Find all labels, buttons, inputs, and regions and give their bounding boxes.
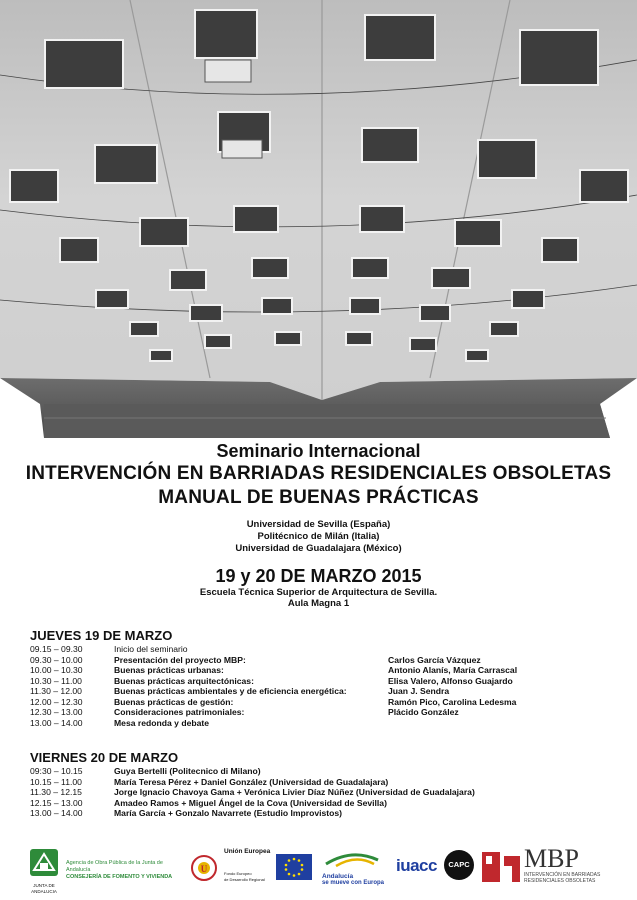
swoosh-icon — [322, 852, 382, 868]
row-time: 12.15 – 13.00 — [30, 797, 83, 808]
university-item: Politécnico de Milán (Italia) — [257, 531, 380, 542]
eu-title: Unión Europea — [224, 848, 271, 855]
red-emblem-icon — [482, 852, 522, 882]
universities-list — [0, 519, 637, 555]
row-speakers: Ramón Pico, Carolina Ledesma — [388, 696, 517, 707]
row-time: 09.15 – 09.30 — [30, 644, 83, 654]
junta-andalucia-logo — [28, 848, 60, 895]
row-time: 11.30 – 12.00 — [30, 686, 82, 696]
junta-shield-icon — [28, 848, 60, 878]
university-crest-icon — [190, 852, 218, 884]
row-title: Mesa redonda y debate — [114, 717, 210, 728]
schedule-row — [30, 644, 610, 655]
row-time: 12.30 – 13.00 — [30, 707, 83, 717]
schedule-row — [30, 686, 610, 697]
university-item: Universidad de Sevilla (España) — [246, 519, 391, 530]
row-text: Jorge Ignacio Chavoya Gama + Verónica Livier Díaz Núñez (Universidad de Guadalajara) — [114, 787, 475, 797]
day2-schedule — [30, 766, 610, 819]
event-date: 19 y 20 DE MARZO 2015 — [215, 566, 422, 586]
row-speakers: Juan J. Sendra — [388, 686, 450, 696]
schedule-row — [30, 707, 610, 718]
row-title: Inicio del seminario — [114, 644, 188, 654]
schedule-row — [30, 665, 610, 676]
eu-fund-line2: de Desarrollo Regional — [224, 877, 265, 882]
schedule-row — [30, 787, 610, 798]
eu-fund-line1: Fondo Europeo — [224, 871, 252, 876]
row-speakers: Antonio Alanís, María Carrascal — [388, 665, 518, 675]
mbp-wordmark: MBP — [524, 844, 579, 873]
mbp-caption-line2: RESIDENCIALES OBSOLETAS — [524, 878, 596, 884]
seminar-title-line1: INTERVENCIÓN EN BARRIADAS RESIDENCIALES OBSOLETAS — [25, 463, 612, 484]
eu-text — [224, 848, 274, 883]
capc-logo: CAPC — [444, 850, 474, 880]
row-text: María Teresa Pérez + Daniel González (Universidad de Guadalajara) — [114, 776, 389, 787]
seminar-title-line2: MANUAL DE BUENAS PRÁCTICAS — [158, 487, 479, 508]
svg-text:U: U — [200, 864, 208, 874]
eu-flag-icon — [276, 854, 312, 880]
row-time: 09.30 – 10.00 — [30, 654, 83, 665]
row-time: 09:30 – 10.15 — [30, 766, 83, 776]
schedule-row — [30, 655, 610, 666]
row-speakers: Elisa Valero, Alfonso Guajardo — [388, 675, 513, 686]
schedule-row — [30, 798, 610, 809]
venue-line2: Aula Magna 1 — [287, 598, 350, 609]
row-text: Guya Bertelli (Politecnico di Milano) — [114, 766, 261, 776]
row-speakers: Carlos García Vázquez — [388, 654, 481, 665]
row-text: Amadeo Ramos + Miguel Ángel de la Cova (Universidad de Sevilla) — [114, 797, 387, 808]
row-title: Buenas prácticas urbanas: — [114, 665, 224, 675]
row-title: Buenas prácticas arquitectónicas: — [114, 675, 254, 686]
row-time: 13.00 – 14.00 — [30, 717, 83, 728]
agency-text — [66, 860, 176, 881]
row-time: 11.30 – 12.15 — [30, 787, 82, 797]
mbp-caption-line1: INTERVENCIÓN EN BARRIADAS — [524, 872, 601, 878]
schedule-row — [30, 718, 610, 729]
seminar-subtitle: Seminario Internacional — [216, 441, 421, 461]
row-time: 13.00 – 14.00 — [30, 808, 83, 818]
row-title: Buenas prácticas ambientales y de eficiencia energética: — [114, 686, 347, 696]
hero-photo-building-facade — [0, 0, 637, 440]
day1-heading: JUEVES 19 DE MARZO — [30, 628, 173, 643]
row-text: María García + Gonzalo Navarrete (Estudio Improvistos) — [114, 808, 343, 818]
row-time: 12.00 – 12.30 — [30, 696, 83, 707]
sponsor-logos — [0, 846, 637, 892]
mbp-logo — [524, 846, 624, 884]
row-time: 10.15 – 11.00 — [30, 776, 82, 787]
venue-line1: Escuela Técnica Superior de Arquitectura de Sevilla. — [199, 587, 438, 598]
university-item: Universidad de Guadalajara (México) — [235, 543, 402, 554]
row-title: Presentación del proyecto MBP: — [114, 654, 246, 665]
event-venue — [0, 587, 637, 609]
junta-caption: JUNTA DE ANDALUCIA — [31, 883, 57, 894]
schedule-row — [30, 808, 610, 819]
schedule-row — [30, 676, 610, 687]
schedule-row — [30, 777, 610, 788]
row-time: 10.30 – 11.00 — [30, 675, 82, 686]
row-time: 10.00 – 10.30 — [30, 665, 83, 675]
agency-line1: Agencia de Obra Pública de la Junta de Andalucía — [66, 860, 163, 873]
andalucia-line1: Andalucía — [322, 873, 354, 880]
schedule-row — [30, 697, 610, 708]
agency-line2: CONSEJERÍA DE FOMENTO Y VIVIENDA — [66, 874, 173, 880]
andalucia-europa-logo — [322, 852, 390, 886]
day1-schedule — [30, 644, 610, 728]
row-title: Buenas prácticas de gestión: — [114, 696, 234, 707]
row-title: Consideraciones patrimoniales: — [114, 707, 245, 717]
schedule-row — [30, 766, 610, 777]
iuacc-logo: iuacc — [396, 856, 437, 875]
day2-heading: VIERNES 20 DE MARZO — [30, 750, 179, 765]
andalucia-line2: se mueve con Europa — [322, 880, 385, 886]
row-speakers: Plácido González — [388, 707, 459, 717]
